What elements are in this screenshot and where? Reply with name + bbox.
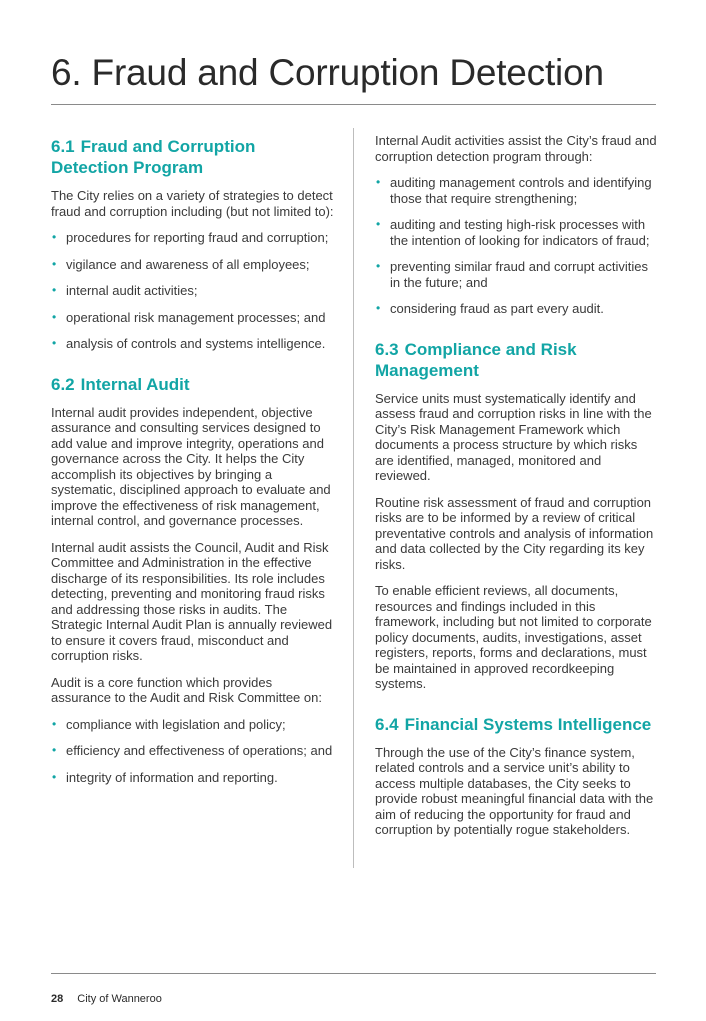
section-6-2-heading — [51, 374, 335, 395]
list-item: • auditing and testing high-risk processes with the intention of looking for indicators of fraud; — [376, 217, 650, 248]
section-6-2-paragraph: Internal audit provides independent, objective assurance and consulting services designed to add value and improve integrity, operations and governance across the City. It helps the City accomplish its objectives by bringing a systematic, disciplined approach to evaluate and improve the effectiveness of risk management, internal control, and governance processes. — [51, 404, 331, 528]
bullet-icon: • — [52, 283, 57, 297]
bullet-icon: • — [376, 301, 381, 315]
bullet-icon: • — [52, 336, 57, 350]
section-title: Fraud and Corruption Detection Program — [51, 137, 256, 177]
list-item: • compliance with legislation and policy; — [52, 716, 286, 732]
list-item: • considering fraud as part every audit. — [376, 301, 604, 316]
section-number: 6.1 — [51, 137, 75, 156]
left-column — [51, 132, 335, 797]
section-6-4-heading — [375, 714, 657, 735]
bullet-icon: • — [52, 716, 57, 731]
audit-assurance-list — [51, 717, 335, 786]
page-title: 6. Fraud and Corruption Detection — [51, 52, 604, 93]
section-title: Compliance and Risk Management — [375, 339, 577, 380]
list-item: • auditing management controls and identifying those that require strengthening; — [376, 175, 652, 206]
bullet-icon: • — [52, 743, 57, 757]
organisation-name: City of Wanneroo — [77, 993, 162, 1005]
section-6-3-heading — [375, 339, 657, 381]
section-title: Internal Audit — [80, 374, 190, 394]
page-number: 28 — [51, 993, 64, 1005]
internal-audit-activities-list — [375, 175, 657, 317]
section-number: 6.3 — [375, 339, 399, 359]
section-title: Financial Systems Intelligence — [404, 714, 652, 734]
list-item: • operational risk management processes; and — [52, 309, 326, 325]
section-6-2-paragraph: Internal audit assists the Council, Audit and Risk Committee and Administration in the effective discharge of its responsibilities. Its role includes detecting, preventing and monitoring fraud risks and addressing those risks in audits. The Strategic Internal Audit Plan is annually reviewed to ensure it covers fraud, misconduct and corruption risks. — [51, 539, 333, 663]
bullet-icon: • — [52, 769, 57, 784]
section-number: 6.2 — [51, 374, 75, 394]
footer-divider — [51, 973, 656, 974]
section-6-1-intro: The City relies on a variety of strategies to detect fraud and corruption including (but not limited to): — [51, 188, 334, 219]
list-item: • vigilance and awareness of all employees; — [52, 256, 310, 272]
bullet-icon: • — [376, 217, 381, 231]
column-divider — [353, 128, 354, 868]
list-item: • analysis of controls and systems intelligence. — [52, 336, 326, 351]
section-6-3-paragraph: Routine risk assessment of fraud and corruption risks are to be informed by a review of critical preventative controls and analysis of information and data collected by the City regarding its key risks. — [375, 494, 654, 572]
section-6-3-paragraph: To enable efficient reviews, all documents, resources and findings included in this framework, including but not limited to corporate policy documents, audits, investigations, asset registers, reports, forms and declarations, must be maintained in approved recordkeeping systems. — [375, 583, 652, 691]
bullet-icon: • — [376, 175, 381, 189]
bullet-icon: • — [52, 256, 57, 271]
section-number: 6.4 — [375, 714, 399, 734]
title-divider — [51, 104, 656, 105]
section-6-4-paragraph: Through the use of the City’s finance system, related controls and a service unit’s ability to access multiple databases, the City seeks to provide robust meaningful financial data with the aim of reducing the opportunity for fraud and corruption by potentially rogue stakeholders. — [375, 744, 654, 837]
section-6-3-paragraph: Service units must systematically identify and assess fraud and corruption risks in line with the City’s Risk Management Framework which documents a process structure by which risks are identified, managed, monitored and reviewed. — [375, 390, 652, 483]
internal-audit-intro: Internal Audit activities assist the City’s fraud and corruption detection program through: — [375, 133, 657, 164]
section-6-2-paragraph: Audit is a core function which provides assurance to the Audit and Risk Committee on: — [51, 674, 322, 705]
list-item: • efficiency and effectiveness of operations; and — [52, 743, 333, 758]
detection-strategies-list — [51, 230, 335, 352]
right-column — [375, 133, 657, 849]
bullet-icon: • — [52, 230, 57, 244]
footer — [51, 993, 162, 1005]
list-item: • procedures for reporting fraud and corruption; — [52, 230, 329, 245]
bullet-icon: • — [52, 309, 57, 324]
bullet-icon: • — [376, 259, 381, 273]
list-item: • integrity of information and reporting. — [52, 769, 278, 785]
section-6-1-heading — [51, 136, 335, 178]
list-item: • preventing similar fraud and corrupt activities in the future; and — [376, 259, 648, 290]
list-item: • internal audit activities; — [52, 283, 198, 298]
